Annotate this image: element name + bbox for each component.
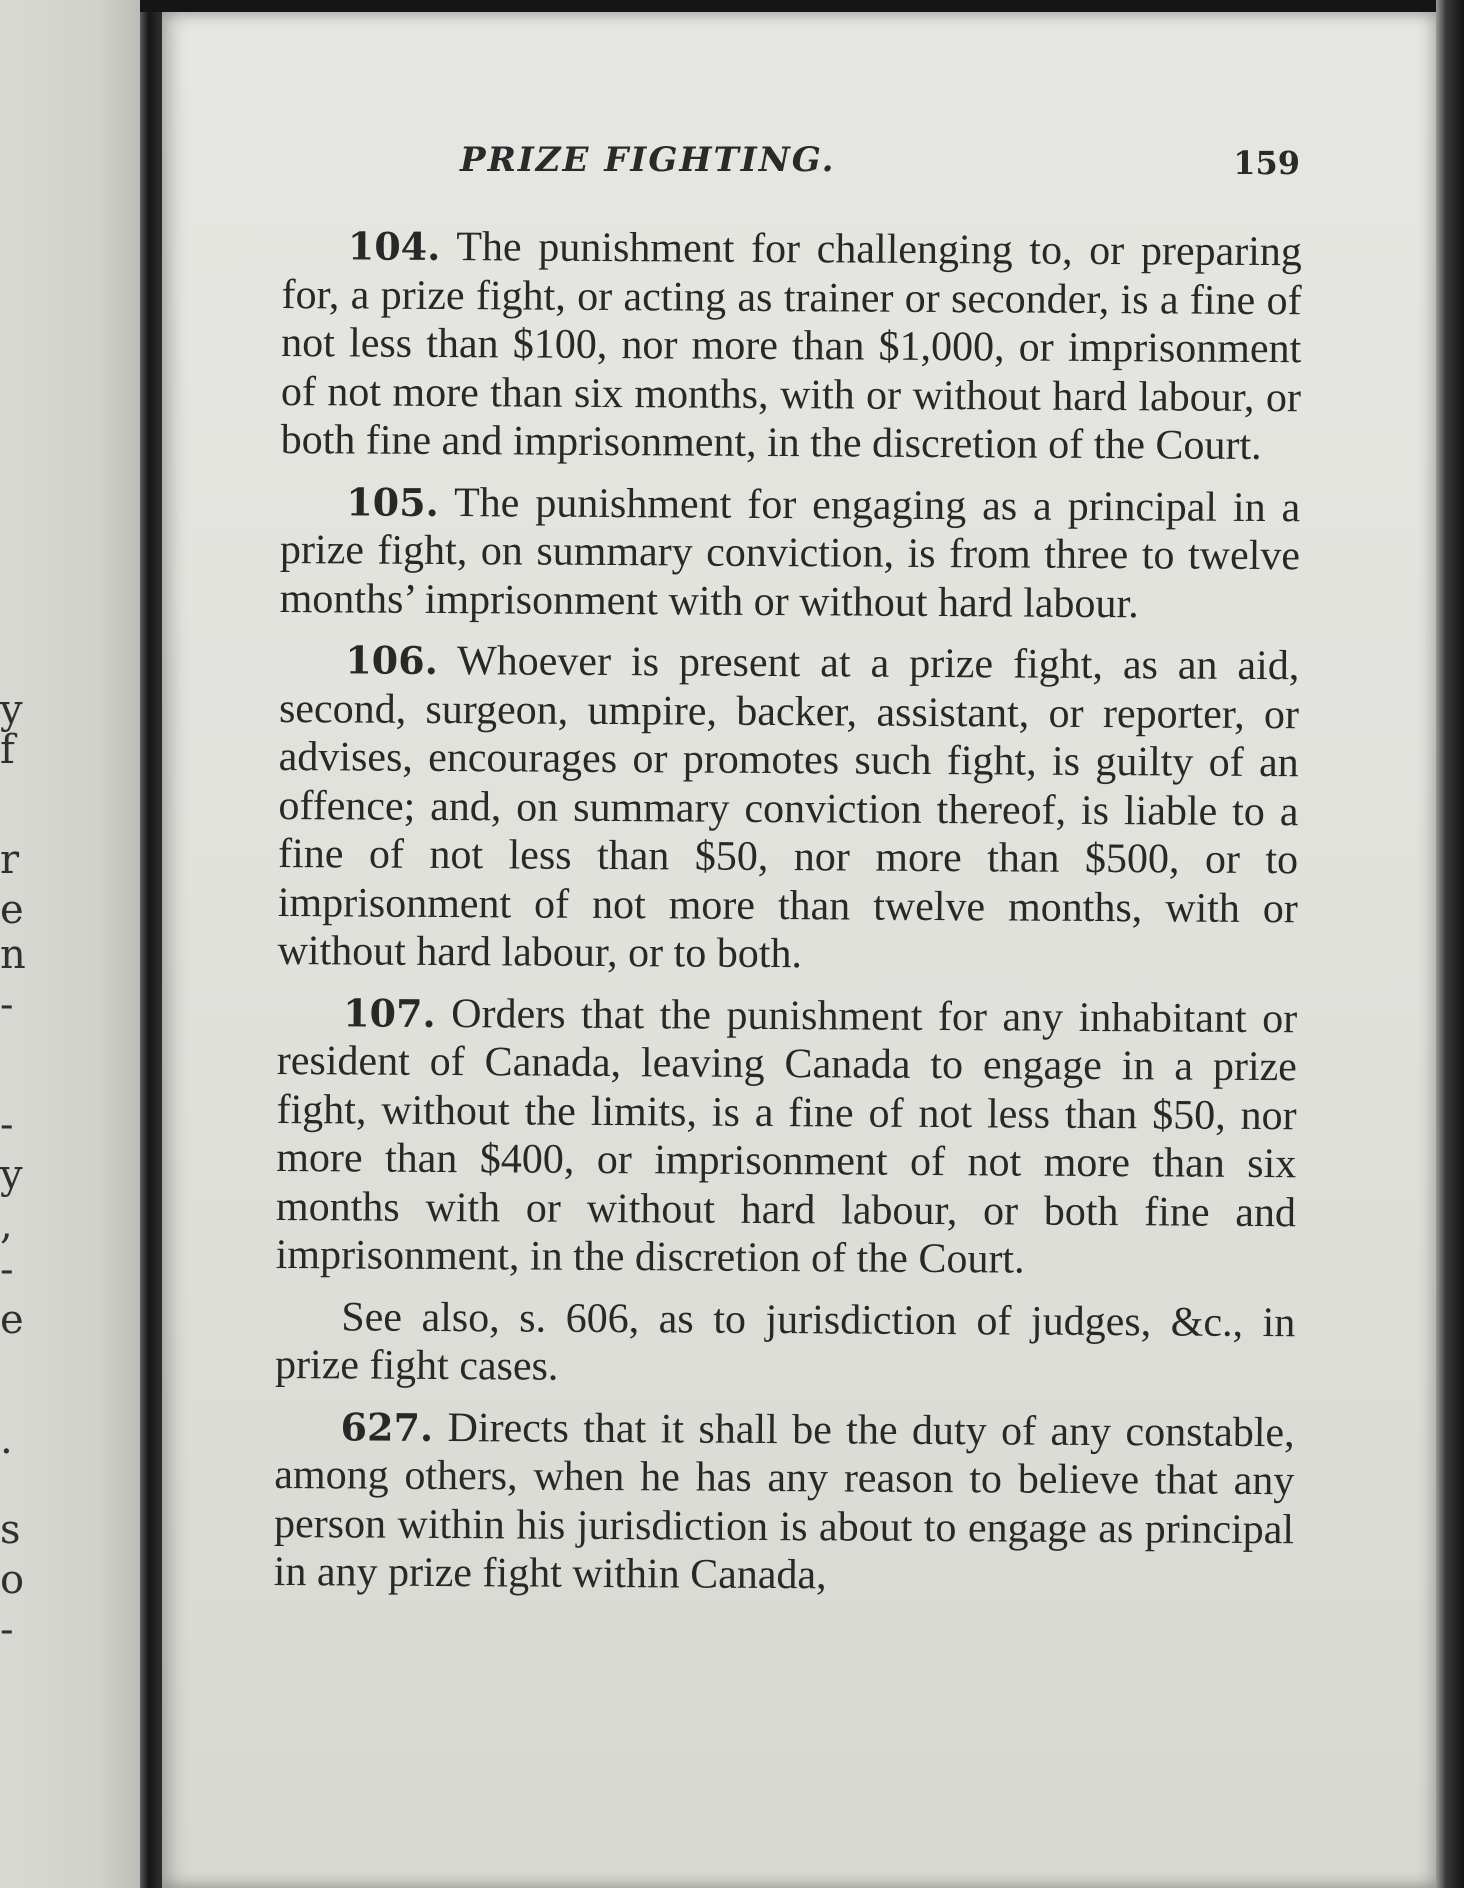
section-paragraph — [280, 477, 1301, 629]
section-paragraph — [274, 1402, 1295, 1602]
section-text: The punishment for challenging to, or preparing for, a prize fight, or acting as trainer or seconder, is a fine of not less than $100, nor more than $1,000, or imprisonment of not more than six months, with or without hard labour, or both fine and imprisonment, in the discretion of the Court. — [280, 223, 1302, 469]
page-header — [460, 140, 1300, 200]
previous-page-fragment: . — [0, 1417, 13, 1463]
cross-reference-paragraph — [275, 1292, 1296, 1395]
previous-page-fragment: - — [0, 1607, 14, 1653]
section-text: Directs that it shall be the duty of any constable, among others, when he has any reason to believe that any person within his jurisdiction is about to engage as principal in any prize fight within Canada, — [273, 1404, 1295, 1599]
section-number: 627. — [340, 1403, 434, 1450]
previous-page-fragment: - — [0, 1247, 14, 1293]
previous-page-fragment: e — [0, 887, 24, 933]
previous-page-fragment: f — [0, 727, 15, 773]
section-number: 104. — [347, 223, 441, 269]
book-gutter — [140, 0, 162, 1888]
section-paragraph — [281, 222, 1302, 471]
previous-page-fragment: - — [0, 982, 14, 1028]
previous-page-fragment: - — [0, 1102, 14, 1148]
previous-page-fragment: n — [0, 932, 26, 978]
previous-page-fragment: o — [0, 1557, 25, 1603]
running-head: PRIZE FIGHTING. — [460, 140, 836, 180]
section-text: Whoever is present at a prize fight, as an aid, second, surgeon, umpire, backer, assistant, or reporter, or advises, encourages or promotes such fight, is guilty of an offence; and, on summary conviction thereof, is liable to a fine of not less than $50, nor more than $500, or to imprisonment of not more than twelve months, with or without hard labour, or to both. — [277, 637, 1300, 978]
section-text: See also, s. 606, as to jurisdiction of judges, &c., in prize fight cases. — [274, 1293, 1296, 1390]
previous-page-fragment: , — [0, 1202, 13, 1248]
scan-top-edge — [140, 0, 1464, 12]
section-paragraph — [276, 988, 1298, 1285]
scan-right-edge — [1436, 0, 1464, 1888]
previous-page-edge — [0, 0, 140, 1888]
previous-page-fragment: y — [0, 1152, 23, 1198]
previous-page-fragment: y — [0, 687, 23, 733]
page-body — [274, 222, 1302, 1616]
section-text: Orders that the punishment for any inhabitant or resident of Canada, leaving Canada to engage in a prize fight, without the limits, is a fine of not less than $50, nor more than $400, or imprisonment of not more than six months with or without hard labour, or both fine and imprisonment, in the discretion of the Court. — [275, 990, 1298, 1283]
previous-page-fragment: r — [0, 837, 20, 883]
previous-page-fragment: e — [0, 1297, 24, 1343]
section-number: 106. — [345, 637, 439, 683]
page-number: 159 — [1233, 144, 1300, 182]
section-text: The punishment for engaging as a principal in a prize fight, on summary conviction, is from three to twelve months’ imprisonment with or without hard labour. — [279, 479, 1301, 627]
section-paragraph — [277, 636, 1299, 982]
previous-page-fragment: s — [0, 1507, 21, 1553]
section-number: 105. — [346, 478, 439, 525]
section-number: 107. — [343, 989, 436, 1036]
